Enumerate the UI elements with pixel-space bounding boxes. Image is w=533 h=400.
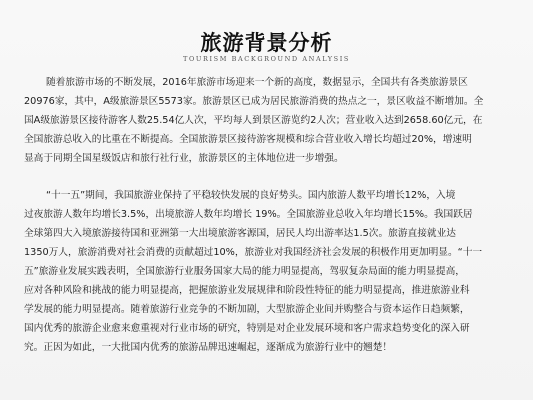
paragraph-market-overview — [24, 73, 509, 168]
paragraph-line: 国内优秀的旅游企业愈来愈重视对行业市场的研究，特别是对企业发展环境和客户需求趋势变化的深入研 — [24, 323, 470, 334]
paragraph-line: 究。正因为如此，一大批国内优秀的旅游品牌迅速崛起，逐渐成为旅游行业中的翘楚！ — [24, 342, 393, 353]
paragraph-line: 全国旅游总收入的比重在不断提高。全国旅游景区接待游客规模和综合营业收入增长均超过20%，增速明 — [24, 134, 472, 145]
paragraph-line: 随着旅游市场的不断发展，2016年旅游市场迎来一个新的高度，数据显示，全国共有各类旅游景区 — [46, 77, 468, 88]
paragraph-line: 五”旅游业发展实践表明，全国旅游行业服务国家大局的能力明显提高，驾驭复杂局面的能力明显提高， — [24, 266, 465, 277]
paragraph-eleventh-five-year — [24, 186, 509, 357]
paragraph-line: 显高于同期全国星级饭店和旅行社行业，旅游景区的主体地位进一步增强。 — [24, 153, 344, 164]
paragraph-line: 20976家，其中，A级旅游景区5573家。旅游景区已成为居民旅游消费的热点之一，景区收益不断增加。全 — [24, 96, 484, 107]
title-wrap — [0, 31, 533, 55]
paragraph-line: 应对各种风险和挑战的能力明显提高，把握旅游业发展规律和阶段性特征的能力明显提高，推进旅游业科 — [24, 285, 470, 296]
paragraph-line: 过夜旅游人数年均增长3.5%，出境旅游人数年均增长 19%。全国旅游业总收入年均增长15%。我国跃居 — [24, 209, 473, 220]
page-title: 旅游背景分析 — [200, 30, 333, 55]
paragraph-line: 国A级旅游景区接待游客人数25.54亿人次，平均每人到景区游览约2人次；营业收入达到2658.60亿元，在 — [24, 115, 483, 126]
paragraph-line: 全球第四大入境旅游接待国和亚洲第一大出境旅游客源国，居民人均出游率达1.5次。旅游直接就业达 — [24, 228, 456, 239]
paragraph-line: “十一五”期间，我国旅游业保持了平稳较快发展的良好势头。国内旅游人数平均增长12%，入境 — [46, 190, 456, 201]
paragraph-line: 1350万人，旅游消费对社会消费的贡献超过10%，旅游业对我国经济社会发展的积极作用更加明显。“十一 — [24, 247, 483, 258]
page-subtitle: TOURISM BACKGROUND ANALYSIS — [183, 55, 350, 63]
paragraph-line: 学发展的能力明显提高。随着旅游行业竞争的不断加剧，大型旅游企业间并购整合与资本运作日趋频繁， — [24, 304, 470, 315]
